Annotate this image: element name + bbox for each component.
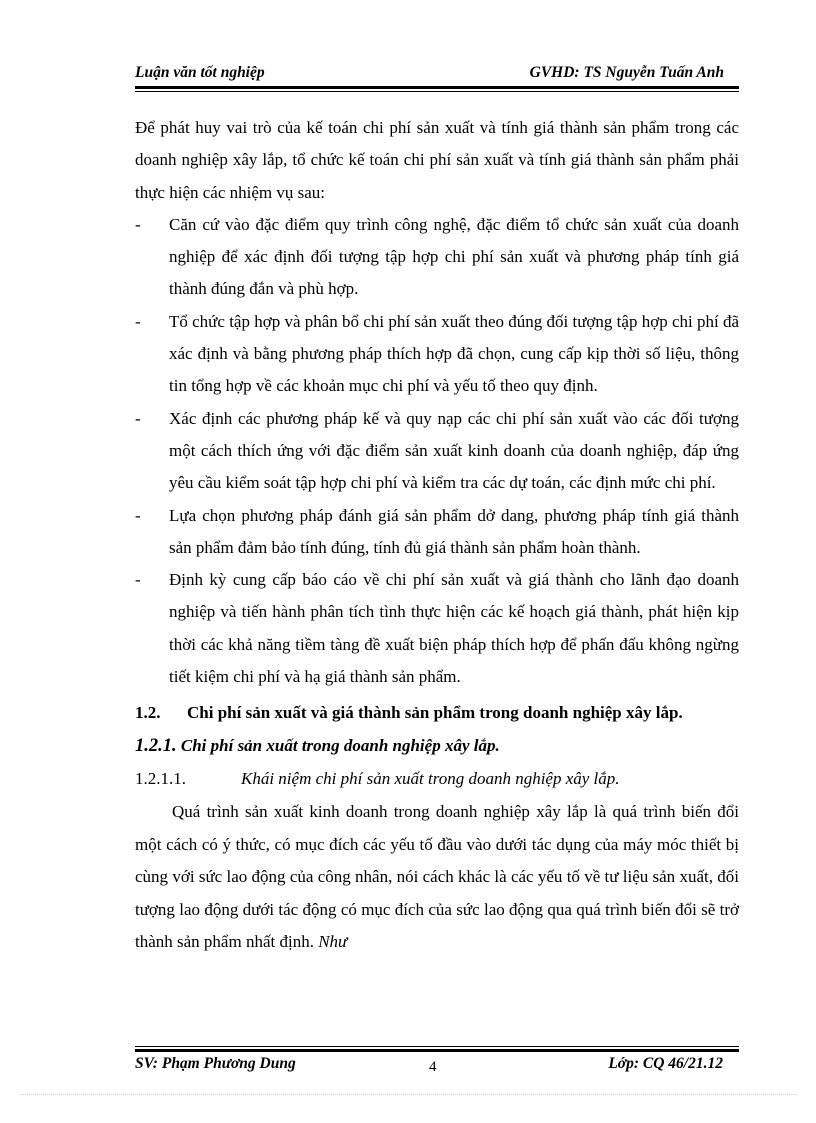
- list-item-text: Lựa chọn phương pháp đánh giá sản phẩm dở dang, phương pháp tính giá thành sản phẩm đảm bảo tính đúng, tính đủ giá thành sản phẩm hoàn thành.: [169, 505, 739, 557]
- section-title: Chi phí sản xuất trong doanh nghiệp xây lắp.: [180, 736, 500, 756]
- section-heading-1-2-1-1: [135, 763, 739, 794]
- section-title: Khái niệm chi phí sản xuất trong doanh nghiệp xây lắp.: [241, 769, 620, 789]
- body-paragraph: [135, 796, 739, 959]
- header-thesis-label: Luận văn tốt nghiệp: [135, 64, 265, 81]
- page-number: 4: [429, 1059, 437, 1075]
- page-body: [135, 112, 739, 959]
- section-number: 1.2.1.1.: [135, 769, 186, 789]
- bullet-dash: -: [135, 505, 141, 525]
- footer-class: Lớp: CQ 46/21.12: [608, 1055, 723, 1072]
- section-title: Chi phí sản xuất và giá thành sản phẩm trong doanh nghiệp xây lắp.: [187, 703, 683, 723]
- footer-student: SV: Phạm Phương Dung: [135, 1055, 296, 1072]
- intro-paragraph: Để phát huy vai trò của kế toán chi phí sản xuất và tính giá thành sản phẩm trong các doanh nghiệp xây lắp, tổ chức kế toán chi phí sản xuất và tính giá thành sản phẩm phải thực hiện các nhiệm vụ sau:: [135, 118, 739, 202]
- section-number: 1.2.1.: [135, 736, 177, 757]
- bullet-dash: -: [135, 311, 141, 331]
- bullet-dash: -: [135, 214, 141, 234]
- header-divider-thin: [135, 91, 739, 92]
- header-supervisor: GVHD: TS Nguyễn Tuấn Anh: [529, 64, 724, 81]
- list-item: [135, 564, 739, 693]
- page-header: [135, 64, 738, 86]
- footer-divider: [135, 1049, 739, 1052]
- page-edge-guide: [20, 1094, 796, 1095]
- list-item: [135, 403, 739, 500]
- list-item: [135, 209, 739, 306]
- list-item-text: Căn cứ vào đặc điểm quy trình công nghệ, đặc điểm tổ chức sản xuất của doanh nghiệp để xác định đối tượng tập hợp chi phí sản xuất và phương pháp tính giá thành đúng đắn và phù hợp.: [169, 214, 739, 299]
- list-item-text: Định kỳ cung cấp báo cáo về chi phí sản xuất và giá thành cho lãnh đạo doanh nghiệp và tiến hành phân tích tình thực hiện các kế hoạch giá thành, phát hiện kịp thời các khả năng tiềm tàng đề xuất biện pháp thích hợp để phấn đấu không ngừng tiết kiệm chi phí và hạ giá thành sản phẩm.: [169, 570, 739, 687]
- list-item-text: Tổ chức tập hợp và phân bổ chi phí sản xuất theo đúng đối tượng tập hợp chi phí đã xác định và bằng phương pháp thích hợp đã chọn, cung cấp kịp thời số liệu, thông tin tổng hợp về các khoản mục chi phí và yếu tố theo quy định.: [169, 311, 739, 396]
- paragraph-text: Quá trình sản xuất kinh doanh trong doanh nghiệp xây lắp là quá trình biến đổi một cách có ý thức, có mục đích các yếu tố đầu vào dưới tác dụng của máy móc thiết bị cùng với sức lao động của công nhân, nói cách khác là các yếu tố về tư liệu sản xuất, đối tượng lao động dưới tác động có mục đích của sức lao động qua quá trình biến đổi sẽ trở thành sản phẩm nhất định.: [135, 802, 739, 952]
- section-heading-1-2-1: [135, 730, 739, 762]
- section-heading-1-2: [135, 697, 739, 728]
- list-item: [135, 306, 739, 403]
- list-item-text: Xác định các phương pháp kế và quy nạp các chi phí sản xuất vào các đối tượng một cách thích ứng với đặc điểm sản xuất kinh doanh của doanh nghiệp, đáp ứng yêu cầu kiểm soát tập hợp chi phí và kiểm tra các dự toán, các định mức chi phí.: [169, 408, 739, 493]
- section-number: 1.2.: [135, 703, 161, 723]
- list-item: [135, 500, 739, 565]
- bullet-dash: -: [135, 408, 141, 428]
- page-footer: [135, 1055, 739, 1079]
- footer-divider-thin: [135, 1046, 739, 1047]
- header-divider: [135, 86, 739, 89]
- bullet-dash: -: [135, 570, 141, 590]
- paragraph-continuation: Như: [318, 932, 348, 952]
